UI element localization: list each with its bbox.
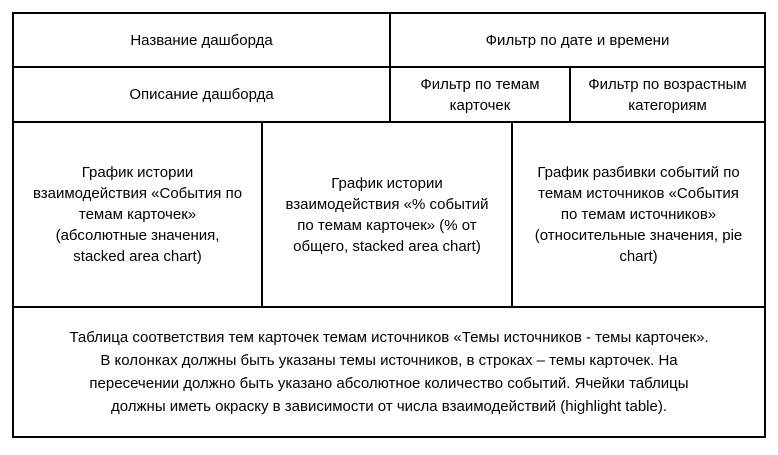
- chart-absolute-line-5: stacked area chart): [73, 248, 202, 265]
- dashboard-title-label: Название дашборда: [130, 31, 273, 49]
- dashboard-title-cell: [14, 14, 389, 66]
- chart-percent-line-1: График истории: [331, 174, 443, 192]
- card-topics-filter-cell: [391, 68, 569, 121]
- dashboard-description-cell: [14, 68, 389, 121]
- chart-absolute-line-1: График истории: [81, 164, 194, 181]
- chart-percent-line-3: по темам карточек» (% от: [297, 216, 477, 234]
- age-filter-line-2: категориям: [628, 96, 707, 114]
- card-topics-filter-line-2: карточек: [449, 96, 511, 114]
- chart-absolute-line-2: взаимодействия «События по: [32, 185, 243, 202]
- chart-pie-line-4: (относительные значения, pie: [534, 227, 743, 244]
- highlight-table-line-3: пересечении должно быть указано абсолютное количество событий. Ячейки таблицы: [89, 375, 689, 392]
- date-time-filter-label: Фильтр по дате и времени: [485, 31, 670, 49]
- age-filter-cell: [571, 68, 764, 121]
- chart-percent-line-4: общего, stacked area chart): [293, 237, 481, 255]
- chart-pie-line-5: chart): [619, 248, 658, 265]
- chart-percent-line-2: взаимодействия «% событий: [285, 195, 489, 213]
- chart-absolute-line-3: темам карточек»: [78, 206, 197, 223]
- chart-pie-line-1: График разбивки событий по: [537, 164, 740, 181]
- chart-pie-cell: [513, 123, 764, 306]
- card-topics-filter-line-1: Фильтр по темам: [420, 75, 540, 93]
- highlight-table-line-4: должны иметь окраску в зависимости от числа взаимодействий (highlight table).: [110, 398, 667, 415]
- date-time-filter-cell: [391, 14, 764, 66]
- dashboard-layout-diagram: [12, 12, 766, 438]
- chart-absolute-cell: [14, 123, 261, 306]
- dashboard-description-label: Описание дашборда: [129, 86, 274, 103]
- chart-percent-cell: [263, 123, 511, 306]
- highlight-table-cell: [14, 308, 764, 436]
- highlight-table-line-2: В колонках должны быть указаны темы источников, в строках – темы карточек. На: [100, 352, 678, 369]
- chart-absolute-line-4: (абсолютные значения,: [55, 227, 220, 244]
- chart-pie-line-3: по темам источников»: [560, 206, 717, 223]
- chart-pie-line-2: темам источников «События: [538, 185, 739, 202]
- highlight-table-line-1: Таблица соответствия тем карточек темам источников «Темы источников - темы карточек».: [69, 329, 709, 346]
- age-filter-line-1: Фильтр по возрастным: [588, 75, 747, 93]
